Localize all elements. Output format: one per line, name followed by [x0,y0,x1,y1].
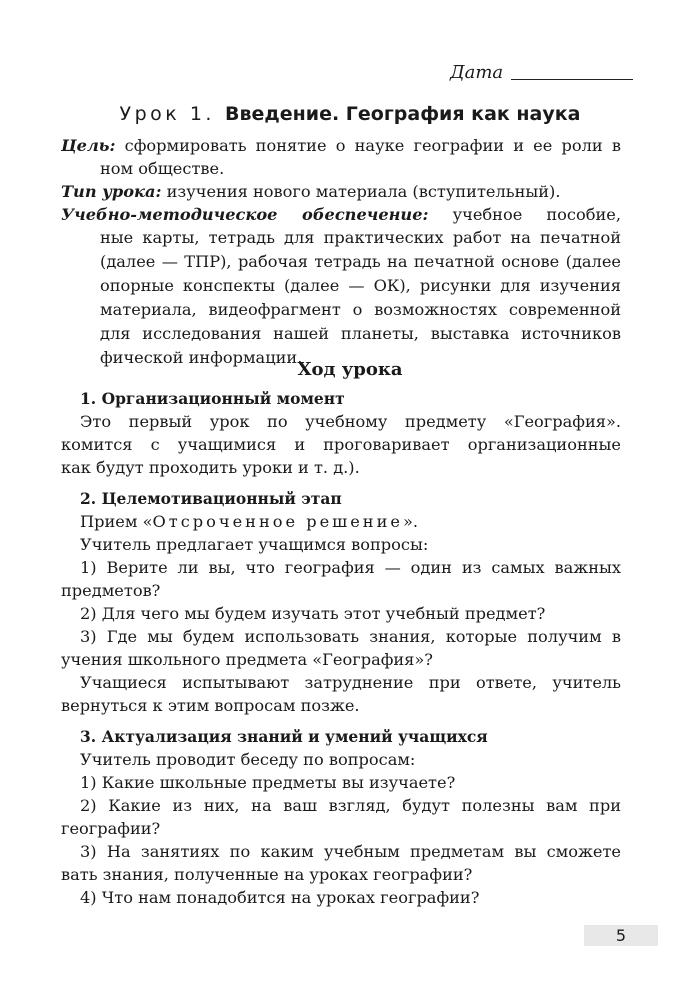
resources-line-1 [61,203,621,226]
page-number: 5 [584,925,658,946]
course-title: Ход урока [297,359,403,380]
section-3-q3-line-2: вать знания, полученные на уроках географии? [61,865,473,884]
lesson-name: Введение. География как наука [225,103,581,125]
section-3-q2-line-2: географии? [61,819,161,838]
resources-line-7: фической информации. [100,348,303,367]
section-3-intro: Учитель проводит беседу по вопросам: [80,750,416,769]
goal-line-2: ном обществе. [100,159,225,178]
method-prefix: Прием « [80,512,153,531]
resources-label: Учебно-методическое обеспечение [61,205,423,224]
method-name: Отсроченное решение [152,512,403,531]
resources-line-2: ные карты, тетрадь для практических работ на печатной [100,228,621,247]
date-label: Дата [450,62,504,83]
section-2-q1-line-1: 1) Верите ли вы, что география — один из самых важных [80,558,621,577]
goal-colon: : [109,136,116,155]
type-label: Тип урока [61,182,156,201]
section-2-after-line-2: вернуться к этим вопросам позже. [61,696,360,715]
section-3-q4: 4) Что нам понадобится на уроках географии? [80,888,480,907]
goal-line-1 [61,134,621,157]
section-2-q3-line-2: учения школьного предмета «География»? [61,650,433,669]
section-2-heading: 2. Целемотивационный этап [80,489,342,508]
section-2-method [80,510,418,533]
section-2-intro: Учитель предлагает учащимся вопросы: [80,535,429,554]
date-field [450,60,633,86]
section-2-q2: 2) Для чего мы будем изучать этот учебный предмет? [80,604,546,623]
section-3-q1: 1) Какие школьные предметы вы изучаете? [80,773,456,792]
section-2-q3-line-1: 3) Где мы будем использовать знания, которые получим в [80,627,621,646]
lesson-number: Урок 1. [119,103,215,125]
section-3-heading: 3. Актуализация знаний и умений учащихся [80,727,488,746]
type-colon: : [155,182,162,201]
section-1-heading: 1. Организационный момент [80,389,345,408]
type-text: изучения нового материала (вступительный). [166,182,561,201]
section-3-q3-line-1: 3) На занятиях по каким учебным предметам вы сможете [80,842,621,861]
resources-line-5: материала, видеофрагмент о возможностях современной [100,300,621,319]
type-line [61,180,561,203]
resources-text-1: учебное пособие, [452,205,621,224]
goal-text-1: сформировать понятие о науке географии и ее роли в [124,136,621,155]
resources-colon: : [422,205,429,224]
goal-label: Цель [61,136,110,155]
method-suffix: ». [402,512,419,531]
resources-line-6: для исследования нашей планеты, выставка источников [100,324,621,343]
section-1-line-2: комится с учащимися и проговаривает организационные [61,435,621,454]
section-2-q1-line-2: предметов? [61,581,161,600]
lesson-title [0,100,700,128]
section-1-line-3: как будут проходить уроки и т. д.). [61,458,360,477]
section-2-after-line-1: Учащиеся испытывают затруднение при ответе, учитель [80,673,621,692]
resources-line-4: опорные конспекты (далее — ОК), рисунки для изучения [100,276,621,295]
section-3-q2-line-1: 2) Какие из них, на ваш взгляд, будут полезны вам при [80,796,621,815]
section-1-line-1: Это первый урок по учебному предмету «География». [80,412,621,431]
resources-line-3: (далее — ТПР), рабочая тетрадь на печатной основе (далее [100,252,621,271]
date-blank-line [511,79,633,80]
